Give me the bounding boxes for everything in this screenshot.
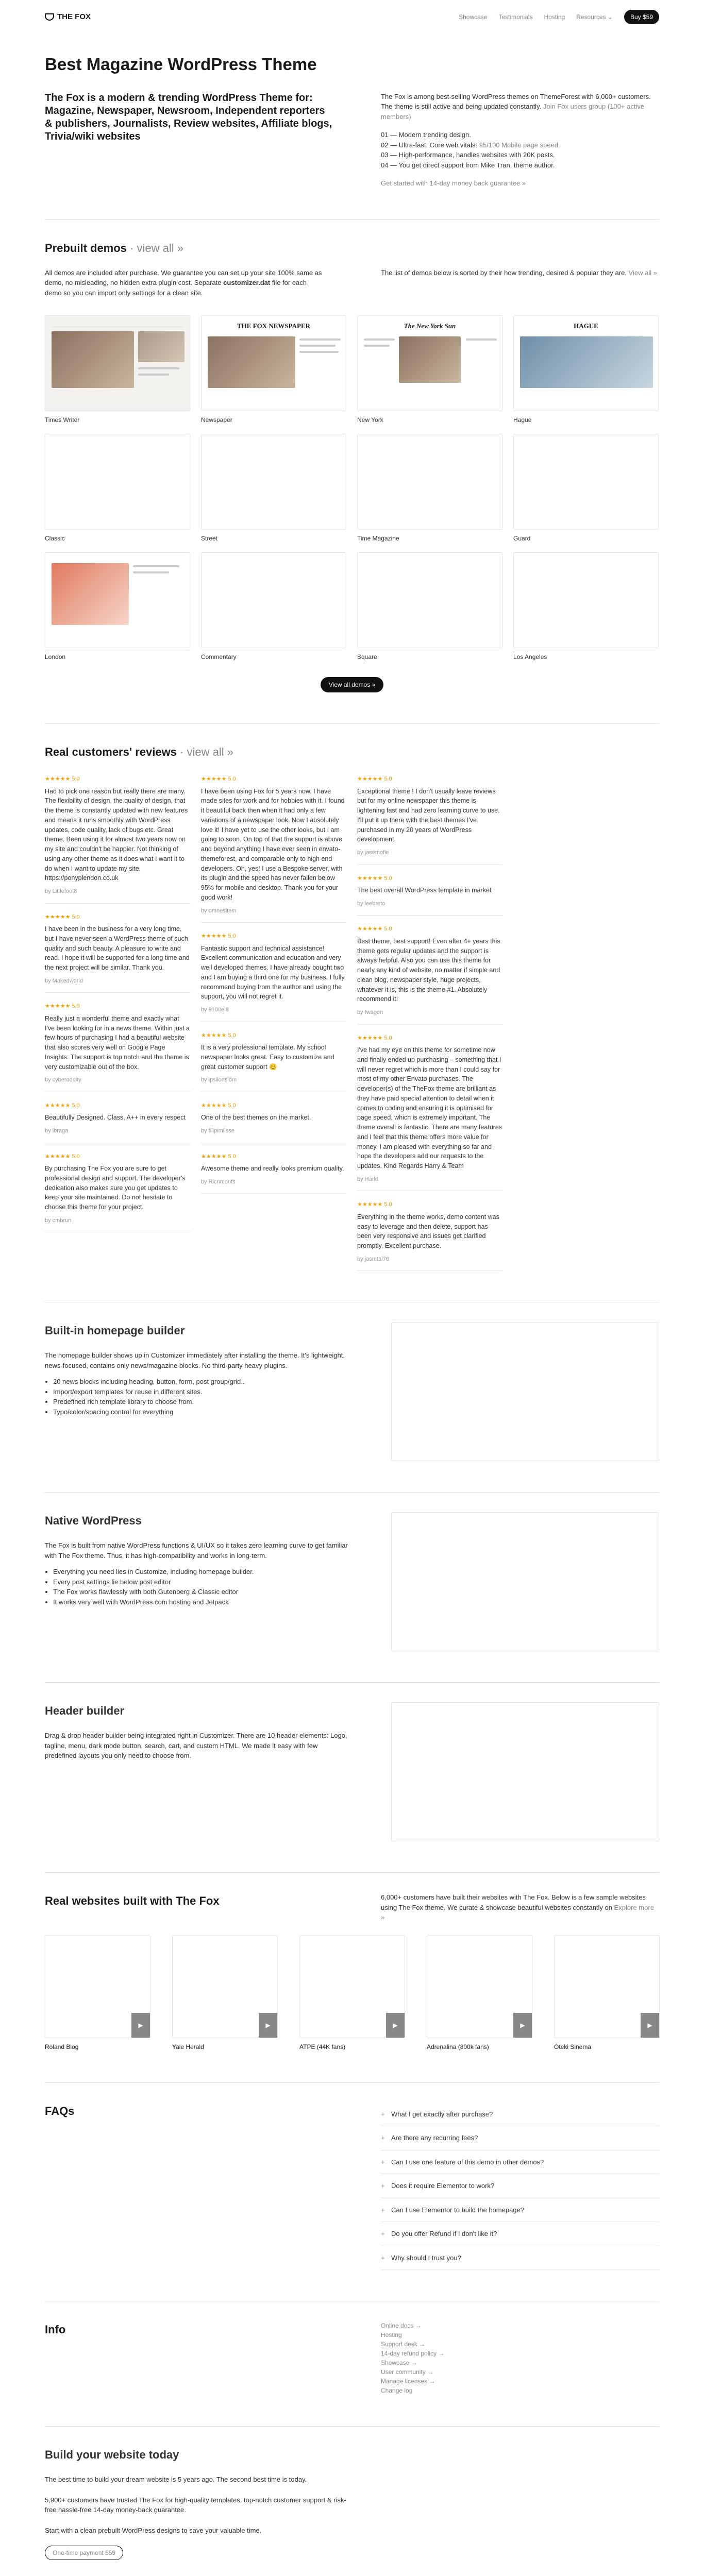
demos-view-all-link[interactable]: · view all » xyxy=(130,241,183,255)
review-text: The best overall WordPress template in market xyxy=(357,887,492,894)
faq-item[interactable]: + Does it require Elementor to work? xyxy=(381,2174,659,2198)
demo-thumbnail xyxy=(201,434,346,530)
review-author: by jasemofie xyxy=(357,850,389,856)
builder-text: The homepage builder shows up in Customizer immediately after installing the theme. It's lightweight, news-focused, contains only news/magazine blocks. No third-party heavy plugins. xyxy=(45,1351,345,1369)
rating-stars: ★★★★★ 5.0 xyxy=(357,776,392,782)
review-author: by Ricnmonts xyxy=(201,1178,236,1185)
nav-testimonials[interactable]: Testimonials xyxy=(498,13,533,21)
plus-icon: + xyxy=(381,2230,385,2238)
info-link[interactable]: Change log xyxy=(381,2387,413,2395)
plus-icon: + xyxy=(381,2182,385,2190)
play-icon[interactable]: ▶ xyxy=(386,2013,405,2038)
demo-card[interactable] xyxy=(201,434,346,543)
list-item: • The Fox works flawlessly with both Gutenberg & Classic editor xyxy=(53,1587,349,1597)
review-author: by omnesitem xyxy=(201,907,237,914)
reviews-heading: Real customers' reviews · view all » xyxy=(45,745,233,758)
review-card xyxy=(357,874,502,916)
info-link[interactable]: Hosting xyxy=(381,2331,402,2339)
guarantee-link[interactable]: Get started with 14-day money back guarantee » xyxy=(381,179,526,187)
review-card xyxy=(201,932,346,1022)
demo-name: Los Angeles xyxy=(513,653,547,660)
list-item: • It works very well with WordPress.com hosting and Jetpack xyxy=(53,1597,349,1607)
header-builder-heading: Header builder xyxy=(45,1704,125,1718)
review-author: by leebreto xyxy=(357,900,385,907)
cta-heading: Build your website today xyxy=(45,2448,179,2462)
site-name: Adrenalina (800k fans) xyxy=(427,2043,489,2050)
demo-card[interactable] xyxy=(513,434,659,543)
info-link[interactable]: Online docs → xyxy=(381,2322,422,2330)
cta-text: The best time to build your dream website is 5 years ago. The second best time is today. xyxy=(45,2476,307,2484)
review-text: Had to pick one reason but really there are many. The flexibility of design, the quality of design, that the theme is constantly updated with new features and means it runs smoothly with WordPress updates, code quality, lack of bugs etc. Great theme. Been using it for almost two years now on my site and couldn't be happier. Not thinking of using any other theme as it does what I want it to do when I want to update my site. https://ponyplendon.co.uk xyxy=(45,787,188,882)
review-text: I have been using Fox for 5 years now. I have made sites for work and for hobbies with it. I found it beautiful back then when it had only a few variations of a newspaper look. Now I absolutely love it! I have yet to use the other looks, but I am going to soon. On top of that the support is above and beyond anything I have ever seen in envato-themeforest, and comparable only to high end developers. Oh, yes! I use a Bespoke server, with its plugin and the speed has never fallen below 95% for mobile and desktop. Thank you for your good work! xyxy=(201,787,345,901)
review-author: by Harkt xyxy=(357,1176,378,1182)
native-image xyxy=(391,1512,659,1651)
info-section xyxy=(45,2301,659,2395)
review-card xyxy=(201,1101,346,1143)
faq-item[interactable]: + Can I use one feature of this demo in other demos? xyxy=(381,2150,659,2175)
list-item: • Import/export templates for reuse in different sites. xyxy=(53,1387,349,1397)
info-link[interactable]: Manage licenses → xyxy=(381,2378,435,2385)
site-card[interactable] xyxy=(45,1935,150,2052)
list-item: • Predefined rich template library to choose from. xyxy=(53,1397,349,1407)
review-column xyxy=(45,775,190,1271)
feature-item: 04 — You get direct support from Mike Tran, theme author. xyxy=(381,161,555,169)
review-text: Exceptional theme ! I don't usually leave reviews but for my online newspaper this theme is lightening fast and had zero learning curve to use. I'll put it up there with the best themes I've purchased in my 20 years of WordPress development. xyxy=(357,787,500,843)
faq-item[interactable]: + Do you offer Refund if I don't like it? xyxy=(381,2222,659,2246)
real-sites-heading: Real websites built with The Fox xyxy=(45,1894,220,1908)
native-heading: Native WordPress xyxy=(45,1514,142,1528)
view-all-link[interactable]: View all » xyxy=(628,268,657,277)
top-bar xyxy=(45,0,659,34)
list-item: • Every post settings lie below post editor xyxy=(53,1577,349,1587)
review-author: by 9100el8 xyxy=(201,1007,229,1013)
review-author: by jasmtal76 xyxy=(357,1256,389,1262)
demo-name: Time Magazine xyxy=(357,535,399,542)
demos-section xyxy=(45,219,659,693)
faq-item[interactable]: + Can I use Elementor to build the homepage? xyxy=(381,2198,659,2223)
review-author: by Makedworld xyxy=(45,977,83,984)
demo-thumbnail xyxy=(357,434,502,530)
site-name: Yale Herald xyxy=(172,2043,204,2050)
demo-name: Commentary xyxy=(201,653,237,660)
site-card[interactable] xyxy=(554,1935,660,2052)
demo-card[interactable] xyxy=(357,315,502,425)
demo-thumbnail xyxy=(513,552,659,648)
demo-card[interactable] xyxy=(45,315,190,425)
demo-thumbnail xyxy=(45,552,190,648)
demos-sort-note: The list of demos below is sorted by their how trending, desired & popular they are. View all » xyxy=(381,268,657,277)
demo-card[interactable] xyxy=(357,552,502,662)
review-card xyxy=(45,913,190,993)
demo-thumbnail xyxy=(357,552,502,648)
review-text: One of the best themes on the market. xyxy=(201,1114,311,1122)
review-author: by lbraga xyxy=(45,1128,69,1134)
rating-stars: ★★★★★ 5.0 xyxy=(357,1201,392,1208)
real-websites-section xyxy=(45,1872,659,2052)
play-icon[interactable]: ▶ xyxy=(641,2013,659,2038)
feature-item: 03 — High-performance, handles websites with 20K posts. xyxy=(381,151,555,159)
review-author: by filipimlisse xyxy=(201,1128,234,1134)
rating-stars: ★★★★★ 5.0 xyxy=(201,776,236,782)
play-icon[interactable]: ▶ xyxy=(259,2013,277,2038)
review-card xyxy=(201,1153,346,1194)
site-card[interactable] xyxy=(427,1935,532,2052)
one-time-payment-button[interactable]: One-time payment $59 xyxy=(45,2546,123,2560)
info-link[interactable]: 14-day refund policy → xyxy=(381,2350,445,2358)
demo-card[interactable] xyxy=(513,552,659,662)
review-card xyxy=(357,1200,502,1271)
info-links xyxy=(381,2321,659,2395)
demo-name: New York xyxy=(357,416,383,423)
plus-icon: + xyxy=(381,2110,385,2118)
demo-card[interactable] xyxy=(45,552,190,662)
review-text: I have been in the business for a very long time, but I have never seen a WordPress theme of such quality and such beauty. A pleasure to write and read. I hope it will be supported for a long time and the next project will be similar. Thank you. xyxy=(45,925,190,971)
review-author: by Littlefoot8 xyxy=(45,888,77,894)
info-link[interactable]: Showcase → xyxy=(381,2359,417,2367)
review-text: It is a very professional template. My school newspaper looks great. Easy to customize and great customer support 😊 xyxy=(201,1044,334,1071)
native-wordpress-section xyxy=(45,1492,659,1651)
demo-thumbnail xyxy=(513,315,659,411)
sites-grid xyxy=(45,1935,659,2052)
homepage-builder-section xyxy=(45,1302,659,1461)
plus-icon: + xyxy=(381,2253,385,2262)
rating-stars: ★★★★★ 5.0 xyxy=(357,926,392,933)
review-author: by fwagon xyxy=(357,1009,383,1015)
demo-masthead: THE FOX NEWSPAPER xyxy=(237,322,311,330)
rating-stars: ★★★★★ 5.0 xyxy=(45,913,80,920)
demos-heading: Prebuilt demos · view all » xyxy=(45,241,183,255)
feature-item: 01 — Modern trending design. xyxy=(381,131,471,139)
review-card xyxy=(201,775,346,923)
demo-card[interactable] xyxy=(357,434,502,543)
faq-list xyxy=(381,2103,659,2270)
builder-heading: Built-in homepage builder xyxy=(45,1324,185,1337)
reviews-section xyxy=(45,723,659,1271)
rating-stars: ★★★★★ 5.0 xyxy=(201,1032,236,1039)
demo-card[interactable] xyxy=(201,315,346,425)
demo-thumbnail xyxy=(45,434,190,530)
review-text: Best theme, best support! Even after 4+ years this theme gets regular updates and the support is always helpful. Also you can use this theme for nearly any kind of website, no matter if simple and clean blog, newspaper style, huge projects, whatever it is, this is the theme #1. Absolutely recommend it! xyxy=(357,937,500,1003)
faq-item[interactable]: + Are there any recurring fees? xyxy=(381,2126,659,2150)
demo-name: Classic xyxy=(45,535,65,542)
review-card xyxy=(357,925,502,1024)
plus-icon: + xyxy=(381,2134,385,2142)
demo-grid xyxy=(45,315,659,662)
native-text: The Fox is built from native WordPress functions & UI/UX so it takes zero learning curve to get familiar with The Fox theme. Thus, it has high-compatibility and works in long-term. xyxy=(45,1541,348,1560)
plus-icon: + xyxy=(381,2206,385,2214)
reviews-grid xyxy=(45,775,659,1271)
review-author: by cmbrun xyxy=(45,1217,72,1224)
demo-masthead: The New York Sun xyxy=(404,322,456,330)
review-card xyxy=(357,775,502,865)
review-card xyxy=(45,1002,190,1092)
review-text: Really just a wonderful theme and exactly what I've been looking for in a news theme. Within just a few hours of purchasing I had a beautiful website that also scores very well on Google Page Insights. The support is top notch and the theme is very customizable out of the box. xyxy=(45,1014,190,1071)
nav-showcase[interactable]: Showcase xyxy=(459,13,488,21)
faq-item[interactable]: + Why should I trust you? xyxy=(381,2246,659,2270)
header-builder-image xyxy=(391,1702,659,1841)
page-title: Best Magazine WordPress Theme xyxy=(45,55,317,74)
rating-stars: ★★★★★ 5.0 xyxy=(45,1003,80,1010)
demo-thumbnail xyxy=(201,315,346,411)
demo-name: London xyxy=(45,653,66,660)
hero-section xyxy=(45,92,659,189)
review-text: Awesome theme and really looks premium quality. xyxy=(201,1165,344,1172)
demo-thumbnail xyxy=(513,434,659,530)
cta-text: 5,900+ customers have trusted The Fox for high-quality templates, top-notch customer support & risk-free hassle-free 14-day money-back guarantee. xyxy=(45,2496,346,2514)
site-name: Roland Blog xyxy=(45,2043,79,2050)
list-item: • Everything you need lies in Customize, including homepage builder. xyxy=(53,1567,349,1577)
faq-heading: FAQs xyxy=(45,2104,75,2117)
cta-section xyxy=(45,2426,659,2560)
demo-card[interactable] xyxy=(513,315,659,425)
site-name: ATPE (44K fans) xyxy=(299,2043,346,2050)
view-all-demos-button[interactable]: View all demos » xyxy=(321,677,384,692)
feature-item: 02 — Ultra-fast. Core web vitals: 95/100 Mobile page speed xyxy=(381,141,558,149)
rating-stars: ★★★★★ 5.0 xyxy=(45,776,80,782)
rating-stars: ★★★★★ 5.0 xyxy=(357,875,392,882)
users-group-link[interactable]: Join Fox users group (100+ active members) xyxy=(381,103,645,121)
demos-description: All demos are included after purchase. We guarantee you can set up your site 100% same as demo, no misleading, no hidden extra plugin cost. Separate customizer.dat file for each demo so you can import only settings for a clean site. xyxy=(45,268,322,297)
review-author: by cyberoddity xyxy=(45,1077,81,1083)
demo-thumbnail xyxy=(45,315,190,411)
review-text: Beautifully Designed. Class, A++ in every respect xyxy=(45,1114,186,1122)
review-card xyxy=(45,1101,190,1143)
faq-item[interactable]: + What I get exactly after purchase? xyxy=(381,2103,659,2127)
brand-logo[interactable] xyxy=(45,11,91,23)
review-card xyxy=(201,1031,346,1092)
demo-thumbnail xyxy=(357,315,502,411)
play-icon[interactable]: ▶ xyxy=(131,2013,150,2038)
explore-more-link[interactable]: Explore more » xyxy=(381,1903,654,1922)
nav-hosting[interactable]: Hosting xyxy=(544,13,565,21)
faq-section xyxy=(45,2082,659,2270)
review-author: by ipsilonsiom xyxy=(201,1077,237,1083)
cta-text: Start with a clean prebuilt WordPress designs to save your valuable time. xyxy=(45,2526,262,2534)
rating-stars: ★★★★★ 5.0 xyxy=(201,1153,236,1160)
site-card[interactable] xyxy=(172,1935,278,2052)
header-builder-text: Drag & drop header builder being integrated right in Customizer. There are 10 header elements: Logo, tagline, menu, dark mode button, search, cart, and custom HTML. We made it easy with few predefined layouts you only need to choose from. xyxy=(45,1732,347,1760)
rating-stars: ★★★★★ 5.0 xyxy=(201,1102,236,1109)
review-column xyxy=(357,775,502,1271)
info-link[interactable]: Support desk → xyxy=(381,2341,426,2348)
review-card xyxy=(45,775,190,904)
review-card xyxy=(357,1034,502,1192)
review-card xyxy=(45,1153,190,1233)
reviews-view-all-link[interactable]: · view all » xyxy=(180,745,233,758)
demo-name: Newspaper xyxy=(201,416,232,423)
site-card[interactable] xyxy=(299,1935,405,2052)
plus-icon: + xyxy=(381,2158,385,2166)
demo-masthead: HAGUE xyxy=(574,322,598,330)
demo-name: Square xyxy=(357,653,377,660)
review-text: Everything in the theme works, demo content was easy to leverage and then delete, support has been very responsive and issues get clarified promptly. Excellent purchase. xyxy=(357,1213,499,1249)
demo-card[interactable] xyxy=(45,434,190,543)
rating-stars: ★★★★★ 5.0 xyxy=(357,1035,392,1041)
rating-stars: ★★★★★ 5.0 xyxy=(45,1153,80,1160)
native-bullets xyxy=(53,1567,349,1607)
site-name: Ōteki Sinema xyxy=(554,2043,592,2050)
list-item: • 20 news blocks including heading, button, form, post group/grid.. xyxy=(53,1377,349,1387)
demo-card[interactable] xyxy=(201,552,346,662)
demo-name: Times Writer xyxy=(45,416,80,423)
header-builder-section xyxy=(45,1682,659,1841)
fox-logo-icon xyxy=(45,13,54,21)
builder-image xyxy=(391,1322,659,1461)
hero-lead: The Fox is a modern & trending WordPress Theme for: Magazine, Newspaper, Newsroom, Independent reporters & publishers, Journalists, Review websites, Affiliate blogs, Trivia/wiki websites xyxy=(45,92,332,142)
builder-bullets xyxy=(53,1377,349,1417)
real-sites-text: 6,000+ customers have built their websites with The Fox. Below is a few sample websites using The Fox theme. We curate & showcase beautiful websites constantly on Explore more » xyxy=(381,1893,654,1922)
review-column-empty xyxy=(513,775,659,1271)
info-heading: Info xyxy=(45,2323,66,2336)
rating-stars: ★★★★★ 5.0 xyxy=(201,933,236,939)
feature-list xyxy=(381,130,659,170)
brand-name: THE FOX xyxy=(57,12,91,21)
play-icon[interactable]: ▶ xyxy=(513,2013,532,2038)
nav-resources[interactable]: Resources ⌄ xyxy=(576,13,613,21)
rating-stars: ★★★★★ 5.0 xyxy=(45,1102,80,1109)
main-nav xyxy=(459,10,659,24)
demo-thumbnail xyxy=(201,552,346,648)
demo-name: Hague xyxy=(513,416,532,423)
demo-name: Guard xyxy=(513,535,531,542)
review-column xyxy=(201,775,346,1271)
review-text: I've had my eye on this theme for sometime now and finally ended up purchasing – something that I will never regret which is more than I could say for most of my other Envato purchases. The developer(s) of the TheFox theme are brilliant as they have paid special attention to detail when it comes to coding and ensuring it is optimised for page speed, which is extremely important. The theme overall is fantastic. There are many features and I feel that this theme offers more value for money. I am pleased with everything so far and hope the developers add our requests to the updates. Kind Regards Harry & Team xyxy=(357,1046,502,1170)
buy-button[interactable]: Buy $59 xyxy=(624,10,659,24)
review-text: Fantastic support and technical assistance! Excellent communication and education and very well developed themes. I have already bought two and I am buying a third one for my business. I fully recommend buying from the author and using the support, you will not regret it. xyxy=(201,944,345,1001)
review-text: By purchasing The Fox you are sure to get professional design and support. The developer's dedication also makes sure you get updates to keep your site maintained. Do not hesitate to choose this theme for your project. xyxy=(45,1165,186,1211)
info-link[interactable]: User community → xyxy=(381,2368,434,2376)
list-item: • Typo/color/spacing control for everything xyxy=(53,1407,349,1417)
demo-name: Street xyxy=(201,535,218,542)
hero-intro: The Fox is among best-selling WordPress themes on ThemeForest with 6,000+ customers. The theme is still active and being updated constantly. Join Fox users group (100+ active members) xyxy=(381,92,651,121)
